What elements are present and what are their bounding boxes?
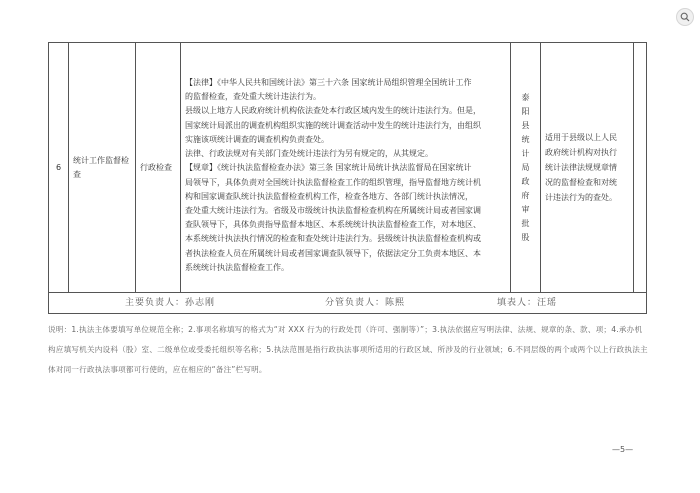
deputy-responsible: 分管负责人：陈熙 <box>325 298 406 308</box>
dept-char: 阳 <box>521 106 530 116</box>
dept-char: 泰 <box>521 92 530 102</box>
item-name: 统计工作监督检查 <box>69 43 136 293</box>
basis-line: 查处重大统计违法行为。省级及市级统计执法监督检查机构在所属统计局或者国家调 <box>185 205 481 215</box>
basis-line: 构和国家调查队统计执法监督检查机构工作，检查各地方、各部门统计执法情况， <box>185 191 473 201</box>
basis-line: 者执法检查人员在所属统计局或者国家调查队领导下，依据法定分工负责本地区、本 <box>185 248 481 258</box>
legal-basis <box>181 43 511 293</box>
dept-char: 批 <box>521 218 530 228</box>
enforcement-scope <box>541 43 634 293</box>
signature-line <box>49 293 646 313</box>
form-filler: 填表人：汪瑶 <box>497 298 558 308</box>
scope-line: 政府统计机构对执行 <box>545 148 617 157</box>
magnifier-icon[interactable] <box>676 8 694 26</box>
basis-line: 国家统计局派出的调查机构组织实施的统计调查活动中发生的统计违法行为，由组织 <box>185 120 481 130</box>
dept-char: 政 <box>521 176 530 186</box>
basis-line: 实施该项统计调查的调查机构负责查处。 <box>185 134 329 144</box>
basis-line: 法律、行政法规对有关部门查处统计违法行为另有规定的，从其规定。 <box>185 149 433 159</box>
signature-cell <box>49 293 647 314</box>
basis-line: 的监督检查，查处重大统计违法行为。 <box>185 92 321 102</box>
basis-line: 局领导下，具体负责对全国统计执法监督检查工作的组织管理，指导监督地方统计机 <box>185 177 481 187</box>
scope-line: 计违法行为的查处。 <box>545 193 617 202</box>
handling-department <box>511 43 541 293</box>
dept-char: 府 <box>521 190 530 200</box>
basis-line: 【法律】《中华人民共和国统计法》第三十六条 国家统计局组织管理全国统计工作 <box>185 78 472 88</box>
dept-char: 统 <box>521 134 530 144</box>
table-row <box>49 43 647 293</box>
dept-char: 局 <box>521 162 530 172</box>
scope-line: 适用于县级以上人民 <box>545 133 617 142</box>
scope-line: 况的监督检查和对统 <box>545 178 617 187</box>
basis-line: 本系统统计执法执行情况的检查和查处统计违法行为。县级统计执法监督检查机构或 <box>185 234 481 244</box>
explanatory-notes: 说明：1.执法主体要填写单位规范全称；2.事项名称填写的格式为“对 XXX 行为的行政处罚（许可、强制等）”；3.执法依据应写明法律、法规、规章的条、款、项；4.承办机构应填写机关内设科（股）室、二级单位或受委托组织等名称；5.执法范围是指行政执法事项所适用的行政区域、所涉及的行业领域；6.不同层级的两个或两个以上行政执法主体对同一行政执法事项都可行使的，应在相应的“备注”栏写明。 <box>48 325 648 374</box>
scope-line: 统计法律法规规章情 <box>545 163 617 172</box>
dept-char: 县 <box>521 120 530 130</box>
basis-line: 县级以上地方人民政府统计机构依法查处本行政区域内发生的统计违法行为。但是， <box>185 106 481 116</box>
magnifier-glyph <box>680 12 690 22</box>
signature-row <box>49 293 647 314</box>
dept-char: 审 <box>521 204 530 214</box>
page-number: —5— <box>612 445 634 454</box>
basis-line: 【规章】《统计执法监督检查办法》第三条 国家统计局统计执法监督局在国家统计 <box>185 163 472 173</box>
item-type: 行政检查 <box>136 43 181 293</box>
dept-char: 股 <box>521 232 530 242</box>
dept-char: 计 <box>521 148 530 158</box>
basis-line: 查队领导下，具体负责指导监督本地区、本系统统计执法监督检查工作，对本地区、 <box>185 220 481 230</box>
row-number: 6 <box>49 43 69 293</box>
enforcement-table <box>48 42 647 314</box>
basis-line: 系统统计执法监督检查工作。 <box>185 262 289 272</box>
main-responsible: 主要负责人：孙志刚 <box>125 298 216 308</box>
remarks-cell <box>634 43 647 293</box>
